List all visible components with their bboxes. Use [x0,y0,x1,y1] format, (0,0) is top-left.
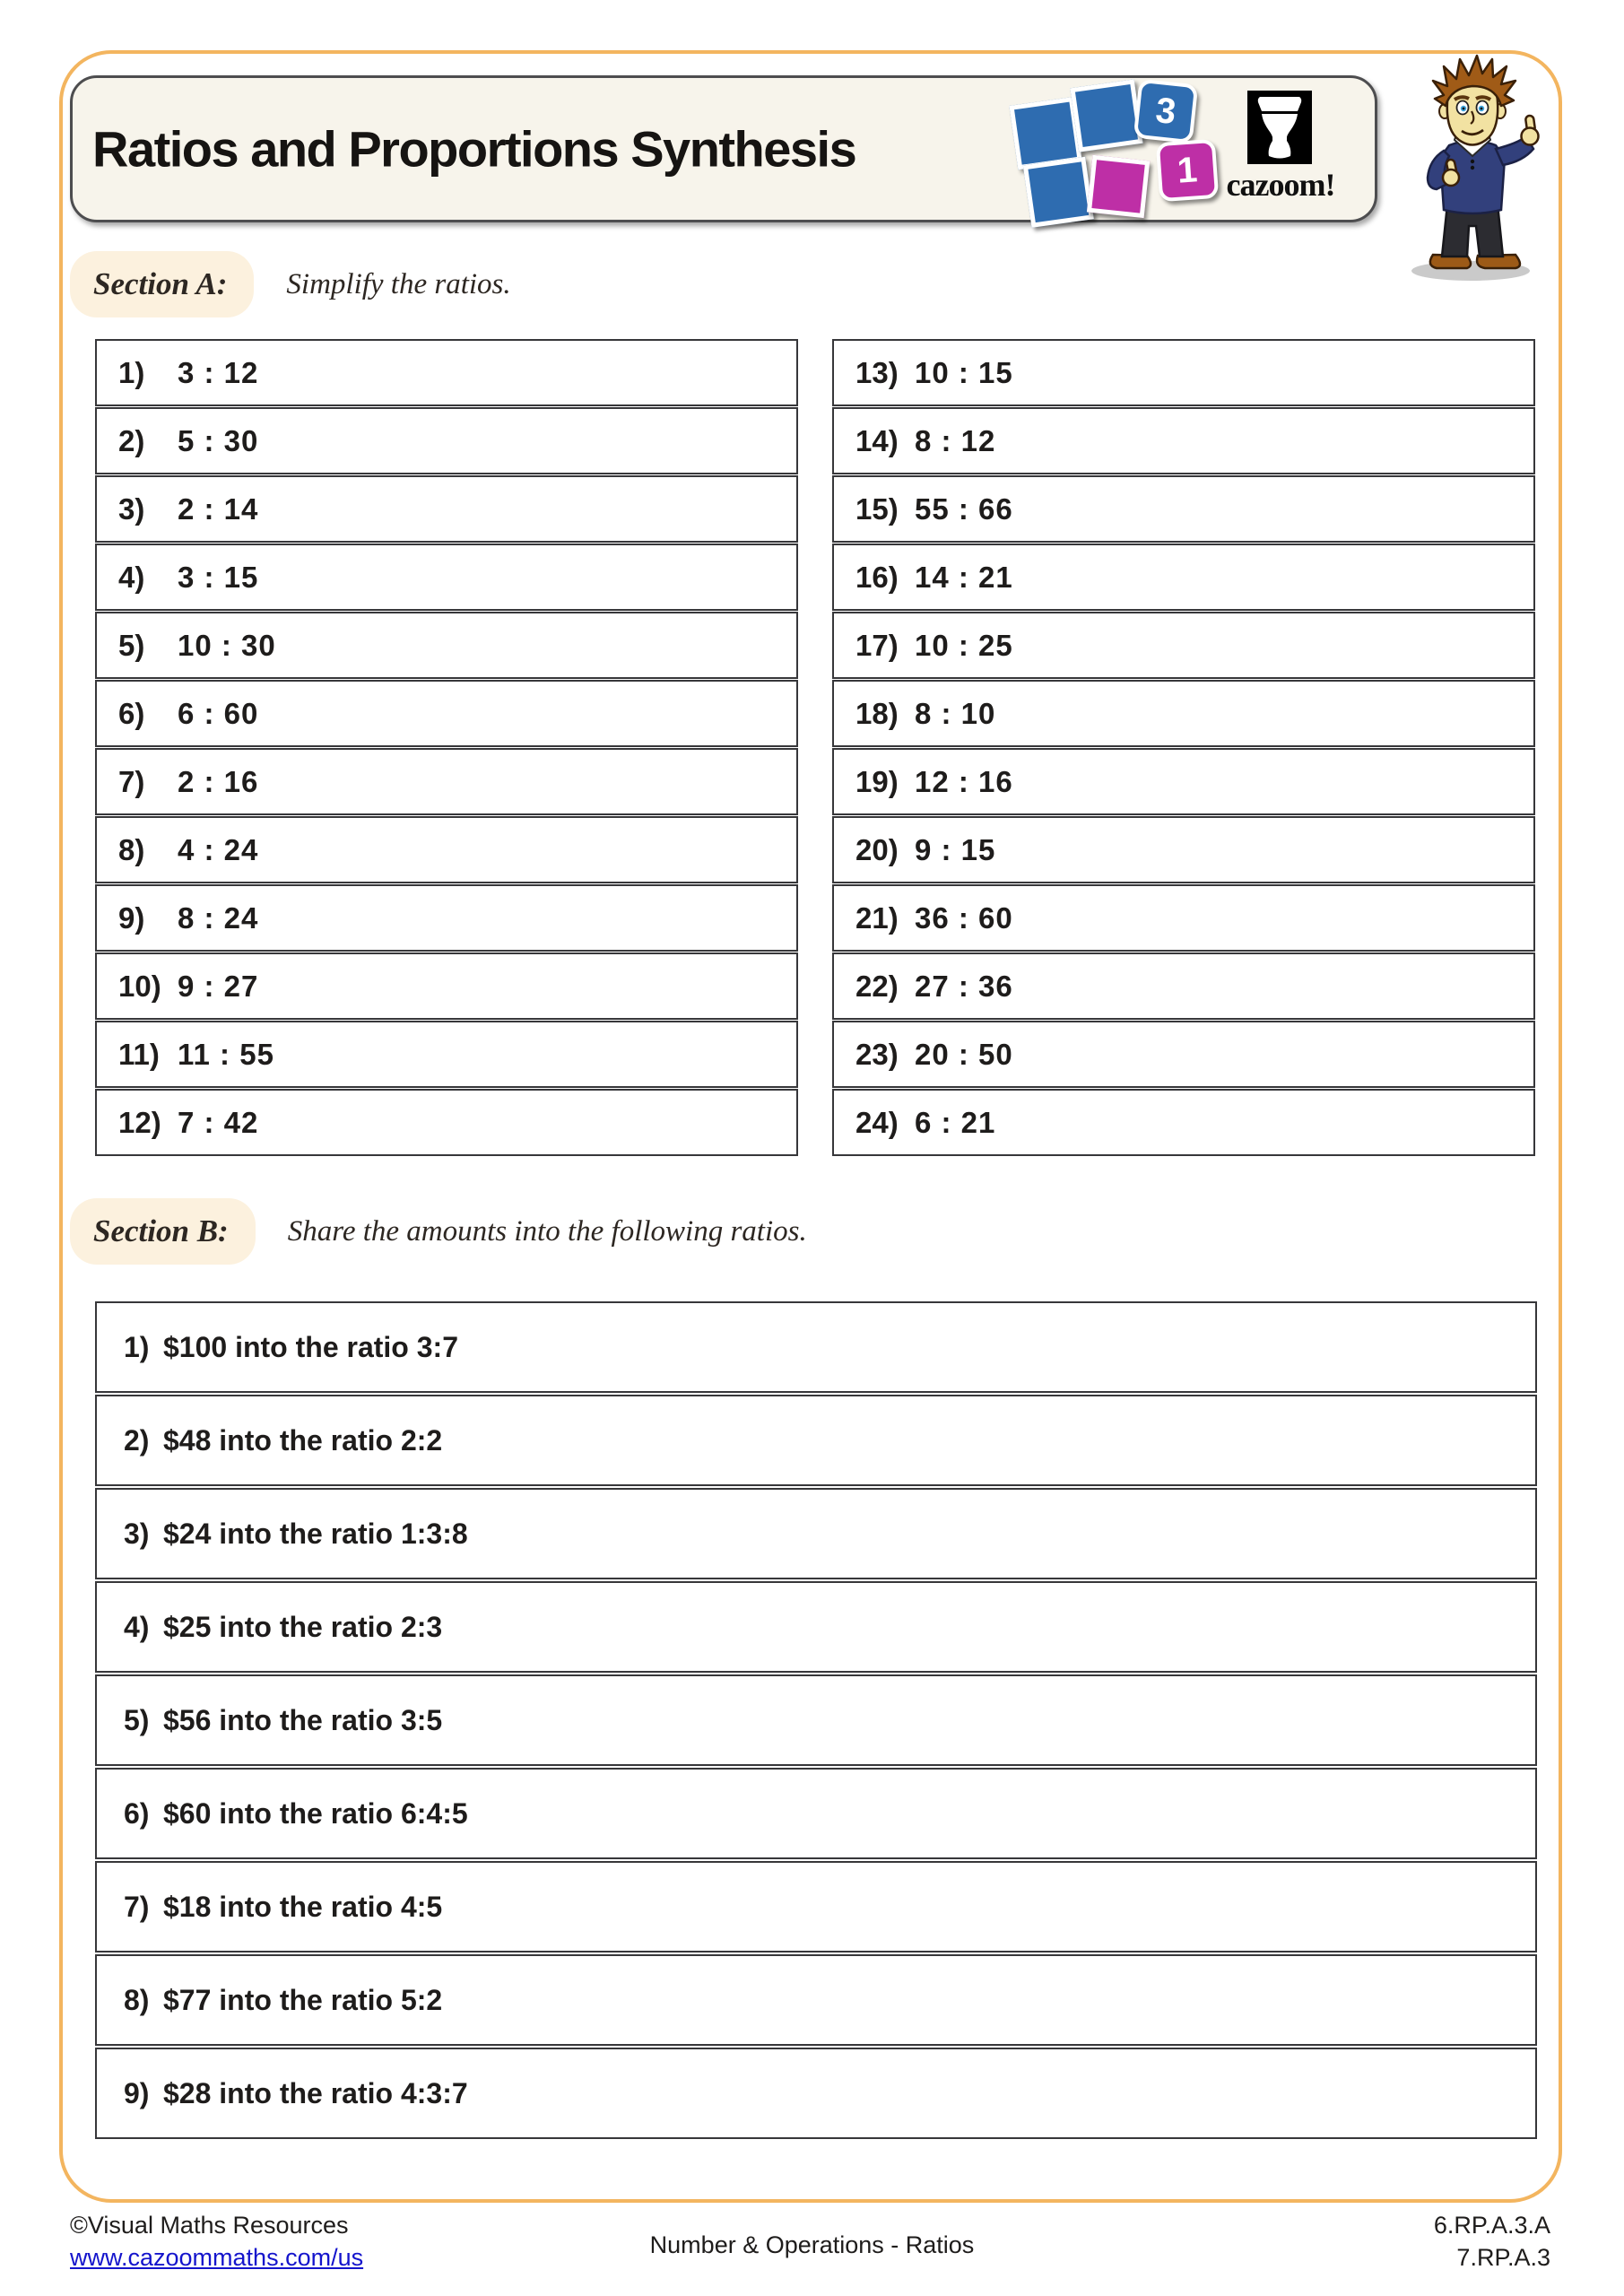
ratio-problem-row [832,952,1535,1020]
problem-ratio: 8 : 12 [915,423,996,457]
problem-ratio: 6 : 21 [915,1105,996,1139]
share-problem-row [95,1581,1537,1673]
ratio-problem-row [832,884,1535,952]
problem-ratio: 6 : 60 [178,696,259,730]
ratio-problem-row [832,1021,1535,1088]
problem-number: 9) [124,2076,150,2109]
share-problem-row [95,1954,1537,2046]
page-title: Ratios and Proportions Synthesis [92,120,856,178]
logo-number-tile-1 [1156,139,1219,202]
problem-ratio: 20 : 50 [915,1037,1013,1071]
problem-ratio: 12 : 16 [915,764,1013,798]
standard-code-1: 6.RP.A.3.A [1433,2212,1550,2239]
section-a-instruction: Simplify the ratios. [286,267,511,300]
problem-ratio: 10 : 25 [915,628,1013,662]
ratio-problem-row [95,407,798,474]
problem-text: $25 into the ratio 2:3 [163,1610,443,1643]
tile-1-label: 1 [1176,149,1199,191]
section-a-pill [70,251,254,317]
problem-number: 17) [855,628,899,662]
logo-square-blue-3 [1023,157,1094,228]
ratio-problem-row [832,816,1535,883]
problem-number: 8) [118,832,145,866]
problem-ratio: 14 : 21 [915,560,1013,594]
problem-number: 5) [118,628,145,662]
share-problem-row [95,1395,1537,1486]
problem-text: $24 into the ratio 1:3:8 [163,1517,468,1550]
problem-ratio: 7 : 42 [178,1105,259,1139]
problem-text: $18 into the ratio 4:5 [163,1890,443,1923]
ratio-problem-row [832,1089,1535,1156]
share-problem-row [95,1768,1537,1859]
ratio-problem-row [832,407,1535,474]
problem-number: 18) [855,696,899,730]
logo-square-magenta [1087,155,1150,218]
problem-number: 20) [855,832,899,866]
problem-text: $56 into the ratio 3:5 [163,1703,443,1736]
ratio-problem-row [95,1021,798,1088]
problem-number: 4) [118,560,145,594]
ratio-problem-row [95,680,798,747]
problem-ratio: 27 : 36 [915,969,1013,1003]
share-problem-row [95,1301,1537,1393]
problem-number: 13) [855,355,899,389]
problem-ratio: 2 : 14 [178,491,259,526]
section-b-pill [70,1198,256,1265]
problem-ratio: 8 : 24 [178,900,259,935]
problem-number: 1) [124,1330,150,1363]
ratio-problem-row [832,748,1535,815]
problem-number: 5) [124,1703,150,1736]
problem-ratio: 5 : 30 [178,423,259,457]
problem-text: $28 into the ratio 4:3:7 [163,2076,468,2109]
ratio-problem-row [95,816,798,883]
logo-number-tile-3 [1133,79,1199,144]
share-problem-row [95,2048,1537,2139]
problem-ratio: 8 : 10 [915,696,996,730]
problem-ratio: 36 : 60 [915,900,1013,935]
ratio-problem-row [832,475,1535,543]
ratio-problem-row [832,544,1535,611]
problem-ratio: 11 : 55 [178,1037,274,1071]
problem-number: 2) [118,423,145,457]
problem-number: 4) [124,1610,150,1643]
problem-number: 3) [124,1517,150,1550]
ratio-problem-row [95,1089,798,1156]
ratio-problem-row [832,339,1535,406]
djembe-drum-icon [1247,91,1312,164]
footer-category: Number & Operations - Ratios [649,2231,975,2258]
footer-copyright: ©Visual Maths Resources [70,2212,349,2239]
problem-number: 24) [855,1105,899,1139]
problem-number: 1) [118,355,145,389]
problem-ratio: 10 : 30 [178,628,276,662]
problem-number: 21) [855,900,899,935]
share-problem-row [95,1861,1537,1952]
share-problem-row [95,1674,1537,1766]
ratio-problem-row [95,952,798,1020]
section-a-right-column [832,339,1535,1157]
worksheet-title-box [70,75,1377,222]
problem-ratio: 3 : 15 [178,560,259,594]
problem-number: 19) [855,764,899,798]
problem-ratio: 10 : 15 [915,355,1013,389]
problem-number: 23) [855,1037,899,1071]
problem-number: 11) [118,1037,160,1071]
section-b-label: Section B: [93,1213,229,1248]
problem-ratio: 4 : 24 [178,832,259,866]
problem-number: 7) [118,764,145,798]
section-b-instruction: Share the amounts into the following ratios. [287,1214,807,1248]
problem-ratio: 2 : 16 [178,764,259,798]
problem-text: $100 into the ratio 3:7 [163,1330,458,1363]
problem-number: 22) [855,969,899,1003]
problem-ratio: 3 : 12 [178,355,259,389]
problem-number: 9) [118,900,145,935]
problem-ratio: 9 : 27 [178,969,259,1003]
ratio-problem-row [95,475,798,543]
section-b-header [70,1198,807,1265]
logo-square-blue-2 [1070,79,1142,152]
problem-ratio: 9 : 15 [915,832,996,866]
problem-number: 10) [118,969,161,1003]
ratio-problem-row [832,680,1535,747]
problem-text: $60 into the ratio 6:4:5 [163,1796,468,1830]
problem-text: $48 into the ratio 2:2 [163,1423,443,1457]
section-b-table [95,1301,1537,2141]
section-a-label: Section A: [93,266,228,301]
brand-wordmark: cazoom! [1226,167,1335,203]
share-problem-row [95,1488,1537,1579]
problem-number: 15) [855,491,899,526]
ratio-problem-row [95,612,798,679]
problem-number: 6) [124,1796,150,1830]
section-a-header [70,251,511,317]
problem-ratio: 55 : 66 [915,491,1013,526]
section-a-left-column [95,339,798,1157]
problem-number: 8) [124,1983,150,2016]
problem-number: 16) [855,560,899,594]
ratio-problem-row [95,884,798,952]
ratio-problem-row [832,612,1535,679]
standard-code-2: 7.RP.A.3 [1456,2243,1550,2271]
problem-number: 6) [118,696,145,730]
problem-number: 7) [124,1890,150,1923]
problem-number: 14) [855,423,899,457]
ratio-problem-row [95,339,798,406]
mascot-boy-illustration [1392,50,1553,283]
footer-standards-block [1434,2210,1550,2274]
ratio-problem-row [95,544,798,611]
problem-text: $77 into the ratio 5:2 [163,1983,443,2016]
ratio-problem-row [95,748,798,815]
tile-3-label: 3 [1153,90,1178,132]
problem-number: 2) [124,1423,150,1457]
problem-number: 3) [118,491,145,526]
problem-number: 12) [118,1105,161,1139]
footer-link[interactable]: www.cazoommaths.com/us [70,2243,364,2271]
